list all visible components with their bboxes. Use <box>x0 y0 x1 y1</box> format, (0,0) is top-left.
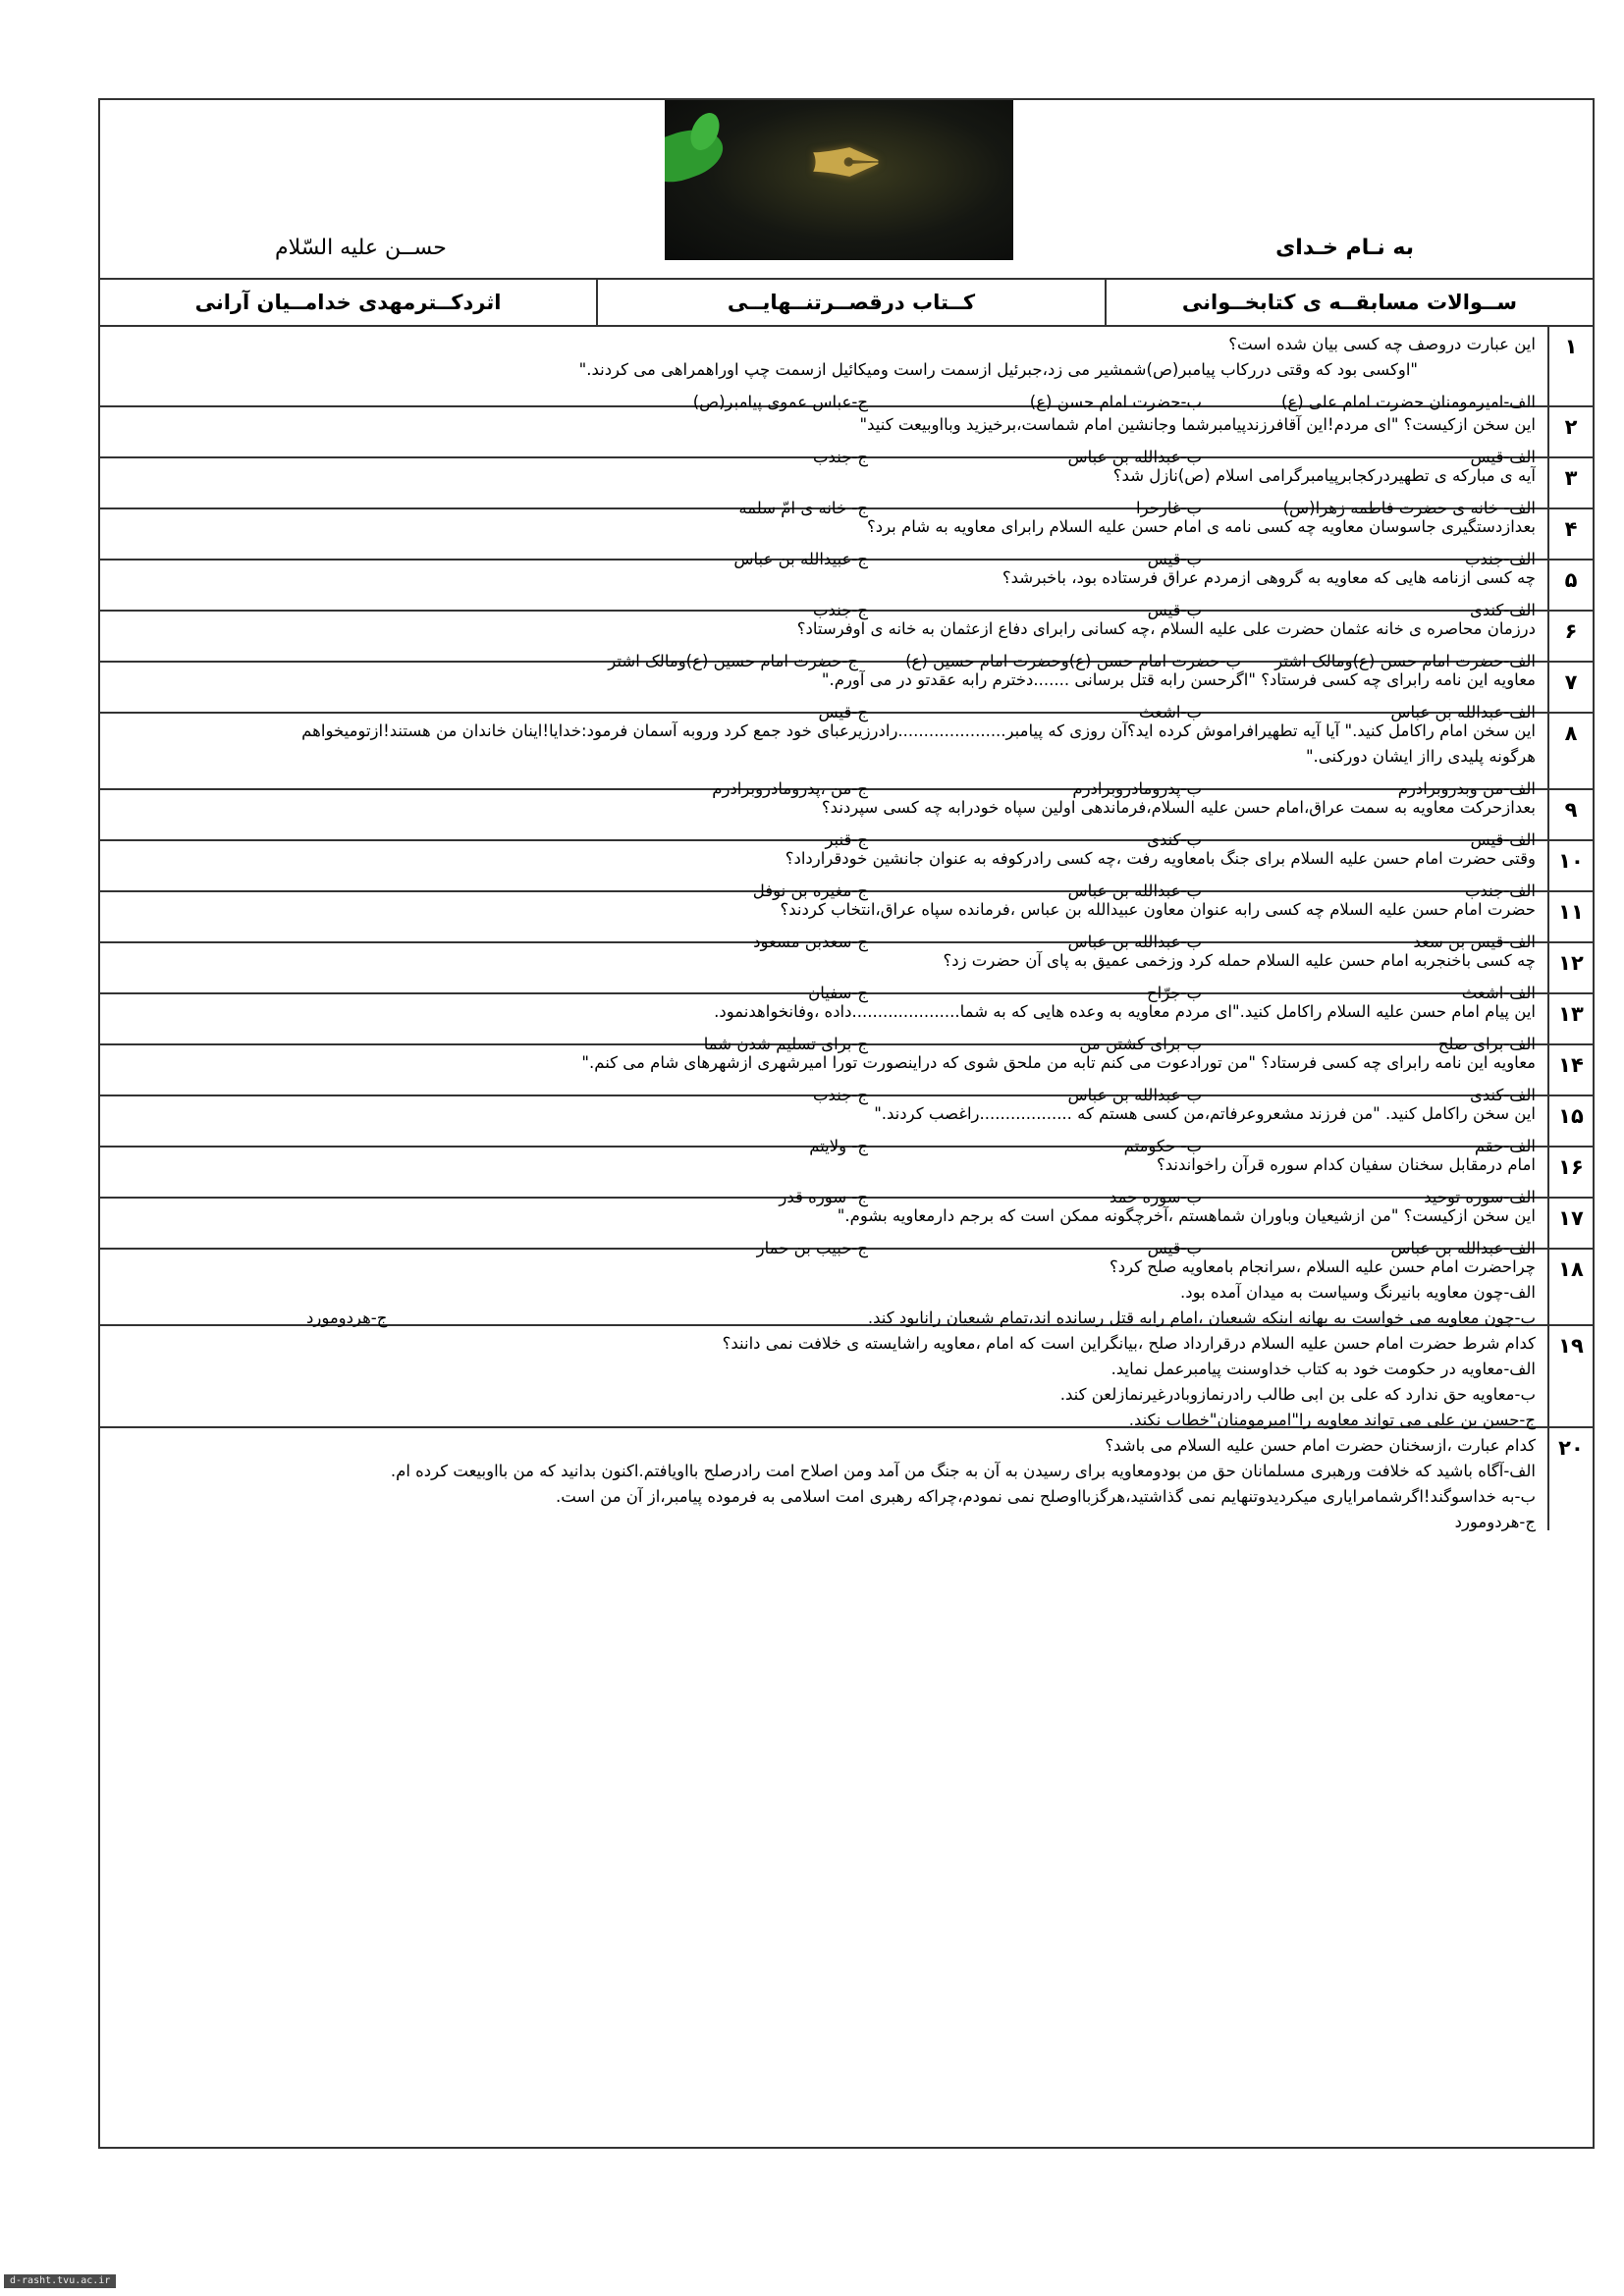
option-c: ج-عبیدالله بن عباس <box>733 550 868 568</box>
question-number: ۷ <box>1547 663 1593 712</box>
option-b: ب-قیس <box>1147 601 1202 619</box>
option-a: الف-قیس بن سعد <box>1413 933 1536 951</box>
option-b: ب-برای کشتن من <box>1079 1035 1202 1053</box>
question-number: ۱۶ <box>1547 1148 1593 1197</box>
question-row <box>100 1199 1593 1257</box>
option-b: ب-عبدالله بن عباس <box>1067 1086 1202 1104</box>
option-a: الف-من وبدروبرادرم <box>1397 779 1536 798</box>
title-bar <box>100 280 1593 327</box>
question-body <box>100 458 1547 517</box>
option-c: ج- سوره قدر <box>779 1188 868 1206</box>
header-left-text: حســن علیه السّلام <box>275 236 447 260</box>
option-line: ب-به خداسوگند!اگرشمامرایاری میکردیدوتنهایم نمی گذاشتید،هرگزبااوصلح نمی نمودم،چراکه رهبری امت اسلامی به فرموده پیامبر،از آن من است. <box>556 1487 1536 1506</box>
question-text: چه کسی ازنامه هایی که معاویه به گروهی ازمردم عراق فرستاده بود، باخبرشد؟ <box>1001 568 1536 587</box>
option-c: ج-جندب <box>813 448 868 466</box>
question-text: آیه ی مبارکه ی تطهیردرکجابرپیامبرگرامی اسلام (ص)نازل شد؟ <box>1112 466 1536 485</box>
option-line: الف-آگاه باشید که خلافت ورهبری مسلمانان حق من بودومعاویه برای رسیدن به آن به جنگ من آمد ومن اصلاح امت رادرصلح بااویافتم.اکنون بدانید که من بااوبیعت کرده ام. <box>390 1462 1536 1480</box>
option-a: الف-برای صلح <box>1437 1035 1536 1053</box>
question-body <box>100 994 1547 1053</box>
option-b: ب-قیس <box>1147 550 1202 568</box>
question-text: بعدازحرکت معاویه به سمت عراق،امام حسن علیه السلام،فرماندهی اولین سپاه خودرابه چه کسی سپردند؟ <box>821 798 1536 817</box>
option-b: ب-کندی <box>1147 830 1202 849</box>
option-line: ج-هردومورد <box>1454 1513 1536 1531</box>
option-c: ج-قیس <box>818 703 868 721</box>
option-b: ب-جرّاح <box>1146 984 1202 1002</box>
question-row <box>100 1148 1593 1206</box>
question-row <box>100 1428 1593 1530</box>
option-a: الف-عبدالله بن عباس <box>1390 1239 1536 1257</box>
option-b: ب-اشعث <box>1138 703 1202 721</box>
question-number: ۱۸ <box>1547 1250 1593 1324</box>
question-text: بعدازدستگیری جاسوسان معاویه چه کسی نامه ی امام حسن علیه السلام رابرای معاویه به شام برد؟ <box>866 517 1536 536</box>
question-row <box>100 561 1593 619</box>
question-body <box>100 663 1547 721</box>
question-number: ۱۰ <box>1547 841 1593 890</box>
option-c: ج-سفیان <box>808 984 868 1002</box>
question-body <box>100 327 1547 411</box>
question-row <box>100 663 1593 721</box>
option-b: ب-قیس <box>1147 1239 1202 1257</box>
question-text: وقتی حضرت امام حسن علیه السلام برای جنگ بامعاویه رفت ،چه کسی رادرکوفه به عنوان جانشین خودقرارداد؟ <box>785 849 1536 868</box>
question-number: ۶ <box>1547 612 1593 661</box>
question-text: این سخن ازکیست؟ "ای مردم!این آقافرزندپیامبرشما وجانشین امام شماست،برخیزید وبااوبیعت کنید" <box>859 415 1536 434</box>
option-line: الف-معاویه در حکومت خود به کتاب خداوسنت پیامبرعمل نماید. <box>1110 1360 1536 1378</box>
question-text: چراحضرت امام حسن علیه السلام ،سرانجام بامعاویه صلح کرد؟ <box>1109 1257 1536 1276</box>
option-c: ج-جندب <box>813 601 868 619</box>
option-b: ب-سوره حمد <box>1109 1188 1202 1206</box>
question-text: این عبارت دروصف چه کسی بیان شده است؟ <box>1228 335 1536 353</box>
option-a: الف-جندب <box>1464 881 1536 900</box>
question-row <box>100 509 1593 568</box>
question-number: ۱۳ <box>1547 994 1593 1043</box>
question-row <box>100 994 1593 1053</box>
question-number: ۲۰ <box>1547 1428 1593 1530</box>
question-body <box>100 841 1547 900</box>
quiz-sheet <box>98 98 1595 2149</box>
contest-title: ســوالات مسابقــه ی کتابخــوانی <box>1181 291 1518 314</box>
question-number: ۲ <box>1547 407 1593 456</box>
question-body <box>100 1096 1547 1155</box>
option-line: ج-حسن بن علی می تواند معاویه را"امیرمومنان"خطاب نکند. <box>1128 1411 1536 1429</box>
option-c: ج-من ،پدرومادروبرادرم <box>712 779 868 798</box>
question-row <box>100 892 1593 951</box>
question-text: این سخن ازکیست؟ "من ازشیعیان وباوران شماهستم ،آخرچگونه ممکن است که برجم دارمعاویه بشوم." <box>837 1206 1536 1225</box>
site-badge: d-rasht.tvu.ac.ir <box>4 2274 116 2288</box>
question-text: درزمان محاصره ی خانه عثمان حضرت علی علیه السلام ،چه کسانی رابرای دفاع ازعثمان به خانه ی اوفرستاد؟ <box>796 619 1536 638</box>
option-b: ب-پدرومادروبرادرم <box>1072 779 1202 798</box>
question-body <box>100 943 1547 1002</box>
question-number: ۱۵ <box>1547 1096 1593 1146</box>
question-row <box>100 407 1593 466</box>
question-row <box>100 841 1593 900</box>
option-a: الف-کندی <box>1469 1086 1536 1104</box>
question-row <box>100 458 1593 517</box>
question-row <box>100 1326 1593 1428</box>
header <box>100 100 1593 280</box>
option-a: الف-جندب <box>1464 550 1536 568</box>
option-a: الف-کندی <box>1469 601 1536 619</box>
question-body <box>100 1199 1547 1257</box>
question-text: امام درمقابل سخنان سفیان کدام سوره قرآن راخواندند؟ <box>1157 1155 1536 1174</box>
option-b: ب- حکومتم <box>1123 1137 1202 1155</box>
option-a: الف-قیس <box>1470 448 1536 466</box>
author: اثردکــترمهدی خدامــیان آرانی <box>100 280 598 325</box>
question-number: ۵ <box>1547 561 1593 610</box>
option-c: ج-جندب <box>813 1086 868 1104</box>
option-b: ب-عبدالله بن عباس <box>1067 881 1202 900</box>
question-body <box>100 561 1547 619</box>
question-text: کدام شرط حضرت امام حسن علیه السلام درقرارداد صلح ،بیانگراین است که امام ،معاویه راشایسته ی خلافت نمی دانند؟ <box>722 1334 1536 1353</box>
question-text: این سخن امام راکامل کنید." آیا آیه تطهیرافراموش کرده اید؟آن روزی که پیامبر.....................رادرزیرعبای خود جمع کرد وروبه آسمان فرمود:خدایا!اینان خاندان من هستند!ازتومیخواهم <box>301 721 1536 740</box>
question-row <box>100 1096 1593 1155</box>
header-calligraphy-image <box>665 100 1013 260</box>
option-c: ج-مغیره بن نوفل <box>752 881 868 900</box>
question-row <box>100 612 1593 670</box>
option-b: ب-حضرت امام حسن (ع)وحضرت امام حسین (ع) <box>905 652 1241 670</box>
option-a: الف-سوره توحید <box>1424 1188 1536 1206</box>
question-number: ۴ <box>1547 509 1593 559</box>
question-text: این سخن راکامل کنید. "من فرزند مشعروعرفاتم،من کسی هستم که ..................راغصب کردند." <box>874 1104 1536 1123</box>
question-row <box>100 327 1593 411</box>
option-c: ج-حضرت امام حسین (ع)ومالک اشتر <box>608 652 858 670</box>
question-body <box>100 1250 1547 1327</box>
question-row <box>100 943 1593 1002</box>
question-row <box>100 1045 1593 1104</box>
question-number: ۱۱ <box>1547 892 1593 941</box>
question-body <box>100 1428 1547 1530</box>
option-a: الف-قیس <box>1470 830 1536 849</box>
book-title: کــتاب درقصــرتنــهایــی <box>598 280 1107 325</box>
question-body <box>100 612 1547 670</box>
option-line-text: ب-چون معاویه می خواست به بهانه اینکه شیعیان ،امام رابه قتل رسانده اند،تمام شیعیان رانابود کند. <box>867 1308 1536 1327</box>
question-quote: "اوکسی بود که وقتی دررکاب پیامبر(ص)شمشیر می زد،جبرئیل ازسمت راست ومیکائیل ازسمت چپ اوراهمراهی می کردند." <box>578 360 1418 379</box>
question-text: معاویه این نامه رابرای چه کسی فرستاد؟ "من تورادعوت می کنم تابه من ملحق شوی که دراینصورت تورا امیرشهری ازشهرهای شام می کنم." <box>581 1053 1536 1072</box>
option-b: ب-غارحرا <box>1136 499 1202 517</box>
question-number: ۱۲ <box>1547 943 1593 992</box>
question-row <box>100 790 1593 849</box>
option-c: ج-برای تسلیم شدن شما <box>703 1035 868 1053</box>
option-c: ج-سعدبن مسعود <box>753 933 868 951</box>
option-b: ب-حضرت امام حسن (ع) <box>1029 393 1202 411</box>
question-row <box>100 714 1593 798</box>
option-c: ج-هردومورد <box>306 1308 388 1327</box>
option-a: الف-حضرت امام حسن (ع)ومالک اشتر <box>1274 652 1536 670</box>
question-number: ۱۴ <box>1547 1045 1593 1095</box>
option-c: ج- خانه ی امّ سلمه <box>738 499 868 517</box>
option-c: ج- ولایتم <box>809 1137 868 1155</box>
question-number: ۱۹ <box>1547 1326 1593 1426</box>
question-number: ۸ <box>1547 714 1593 788</box>
option-line: الف-چون معاویه بانیرنگ وسیاست به میدان آمده بود. <box>1180 1283 1536 1302</box>
question-row <box>100 1250 1593 1326</box>
question-text: معاویه این نامه رابرای چه کسی فرستاد؟ "اگرحسن رابه قتل برسانی .......دخترم رابه عقدتو در می آورم." <box>821 670 1536 689</box>
question-body <box>100 1326 1547 1429</box>
questions-table <box>100 327 1593 1530</box>
question-body <box>100 509 1547 568</box>
greeting: به نـام خـدای <box>1275 236 1414 260</box>
question-body <box>100 714 1547 798</box>
calligraphy-icon: ✒ <box>806 109 887 219</box>
question-body <box>100 1045 1547 1104</box>
option-a: الف-عبدالله بن عباس <box>1390 703 1536 721</box>
option-c: ج-عباس عموی پیامبر(ص) <box>692 393 868 411</box>
question-number: ۹ <box>1547 790 1593 839</box>
question-number: ۱۷ <box>1547 1199 1593 1248</box>
option-a: الف-اشعث <box>1461 984 1536 1002</box>
question-body <box>100 1148 1547 1206</box>
option-a: الف- خانه ی حضرت فاطمه زهرا(س) <box>1282 499 1536 517</box>
option-a: الف-حقم <box>1474 1137 1536 1155</box>
option-b: ب-عبدالله بن عباس <box>1067 448 1202 466</box>
question-number: ۳ <box>1547 458 1593 507</box>
question-text-continued: هرگونه پلیدی رااز ایشان دورکنی." <box>1305 747 1536 766</box>
option-b: ب-عبدالله بن عباس <box>1067 933 1202 951</box>
question-body <box>100 407 1547 466</box>
question-body <box>100 892 1547 951</box>
option-line: ب-معاویه حق ندارد که علی بن ابی طالب رادرنمازوبادرغیرنمازلعن کند. <box>1059 1385 1536 1404</box>
question-body <box>100 790 1547 849</box>
option-c: ج-قنبر <box>825 830 868 849</box>
option-a: الف-امیرمومنان حضرت امام علی (ع) <box>1280 393 1536 411</box>
question-text: چه کسی باخنجربه امام حسن علیه السلام حمله کرد وزخمی عمیق به پای آن حضرت زد؟ <box>943 951 1536 970</box>
question-number: ۱ <box>1547 327 1593 405</box>
question-text: کدام عبارت ،ازسخنان حضرت امام حسن علیه السلام می باشد؟ <box>1105 1436 1536 1455</box>
question-text: این پیام امام حسن علیه السلام راکامل کنید."ای مردم معاویه به وعده هایی که به شما.....................داده ،وفانخواهدنمود. <box>714 1002 1536 1021</box>
option-c: ج-حبیب بن حمار <box>756 1239 868 1257</box>
question-text: حضرت امام حسن علیه السلام چه کسی رابه عنوان معاون عبیدالله بن عباس ،فرمانده سپاه عراق،انتخاب کردند؟ <box>780 900 1536 919</box>
